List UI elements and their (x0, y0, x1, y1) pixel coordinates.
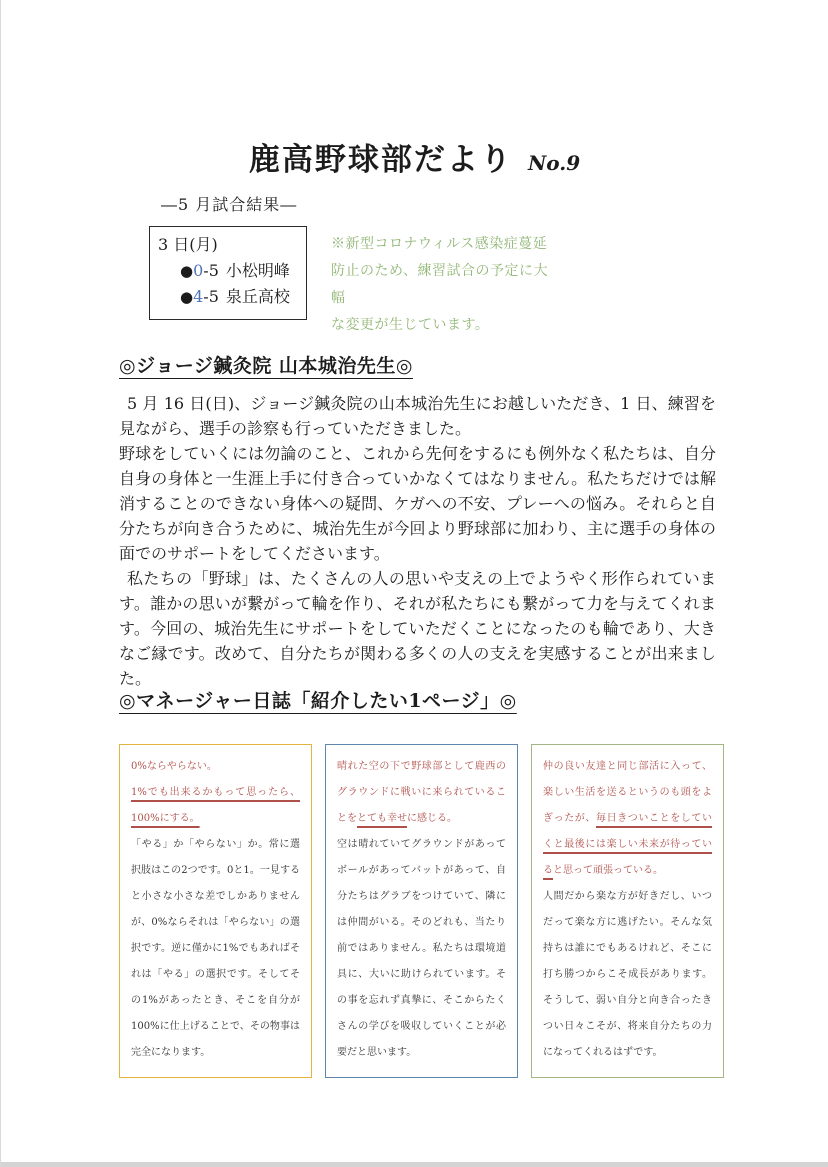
page-bottom-edge (1, 1162, 828, 1167)
diary-quote-tail: に感じる。 (407, 813, 457, 824)
diary-quote (543, 754, 712, 884)
article-paragraph: 私たちの「野球」は、たくさんの人の思いや支えの上でようやく形作られています。誰かの思いが繋がって輪を作り、それが私たちにも繋がって力を与えてくれます。今回の、城治先生にサポートをしていただくことになったのも輪であり、大きなご縁です。改めて、自分たちが関わる多くの人の支えを実感することが出来ました。 (119, 569, 716, 688)
diary-quote-line: 仲の良い友達と同じ部活に入って、楽しい生活を送るというのも頭をよぎったが、 (543, 761, 712, 824)
diary-comment: 人間だから楽な方が好きだし、いつだって楽な方に逃げたい。そんな気持ちは誰にでもあるけれど、そこに打ち勝つからこそ成長があります。そうして、弱い自分と向き合ったきつい日々こそが、将来自分たちの力になってくれるはずです。 (543, 891, 712, 1058)
diary-box-blue (325, 744, 518, 1078)
diary-comment: 「やる」か「やらない」か。常に選択肢はこの2つです。0と1。一見すると小さな小さな差でしかありませんが、0%ならそれは「やらない」の選択です。逆に僅かに1%でもあればそれは「やる」の選択です。そしてその1%があったとき、そこを自分が100%に仕上げることで、その物事は完全になります。 (131, 839, 300, 1058)
loss-mark-icon: ● (180, 288, 194, 306)
diary-quote-tail: と思って頑張っている。 (553, 865, 663, 876)
covid-notice-line: 防止のため、練習試合の予定に大幅 (331, 263, 548, 306)
newsletter-header (1, 134, 828, 179)
may-results-section (149, 226, 549, 339)
section-heading-acupuncture: ◎ジョージ鍼灸院 山本城治先生◎ (119, 355, 414, 377)
results-section-heading: ―5 月試合結果― (161, 195, 298, 214)
diary-box-green (531, 744, 724, 1078)
score-rest: -5 (203, 287, 219, 306)
article-paragraph: 5 月 16 日(日)、ジョージ鍼灸院の山本城治先生にお越しいただき、1 日、練習を見ながら、選手の診察も行っていただきました。 (119, 394, 716, 438)
diary-quote-line: 晴れた空の下で野球部として鹿西のグラウンドに戦いに来られていることを (337, 761, 506, 824)
own-score: 4 (193, 287, 204, 306)
covid-notice-line: な変更が生じています。 (331, 317, 490, 333)
game-result-row (158, 258, 298, 284)
own-score: 0 (193, 261, 204, 280)
section-heading-manager-diary: ◎マネージャー日誌「紹介したい1ページ」◎ (119, 690, 517, 712)
page-title: 鹿高野球部だより (248, 142, 513, 178)
diary-quote-underlined: 毎日きついことをしていくと最後には楽しい未来が待っている (543, 813, 712, 876)
covid-notice-line: ※新型コロナウィルス感染症蔓延 (331, 236, 548, 252)
game-date: 3 日(月) (158, 235, 218, 254)
diary-box-yellow (119, 744, 312, 1078)
score-rest: -5 (203, 261, 219, 280)
issue-number: No.9 (527, 151, 581, 175)
game-result-row (158, 284, 298, 310)
manager-diary-section (119, 744, 724, 1078)
article-body (119, 391, 716, 691)
diary-quote (131, 754, 300, 832)
opponent-name: 泉丘高校 (225, 287, 290, 306)
diary-quote (337, 754, 506, 832)
opponent-name: 小松明峰 (225, 261, 290, 280)
diary-comment: 空は晴れていてグラウンドがあってボールがあってバットがあって、自分たちはグラブをつけていて、隣には仲間がいる。そのどれも、当たり前ではありません。私たちは環境道具に、大いに助けられています。その事を忘れず真摯に、そこからたくさんの学びを吸収していくことが必要だと思います。 (337, 839, 506, 1058)
article-paragraph: 野球をしていくには勿論のこと、これから先何をするにも例外なく私たちは、自分自身の身体と一生涯上手に付き合っていかなくてはなりません。私たちだけでは解消することのできない身体への疑問、ケガへの不安、プレーへの悩み。それらと自分たちが向き合うために、城治先生が今回より野球部に加わり、主に選手の身体の面でのサポートをしてくださいます。 (119, 444, 716, 563)
diary-quote-underlined: とても幸せ (357, 813, 407, 824)
loss-mark-icon: ● (180, 262, 194, 280)
diary-quote-underlined: 1%でも出来るかもって思ったら、100%にする。 (131, 787, 300, 824)
results-box (149, 226, 307, 320)
diary-quote-line: 0%ならやらない。 (131, 761, 217, 772)
covid-notice (331, 226, 549, 339)
